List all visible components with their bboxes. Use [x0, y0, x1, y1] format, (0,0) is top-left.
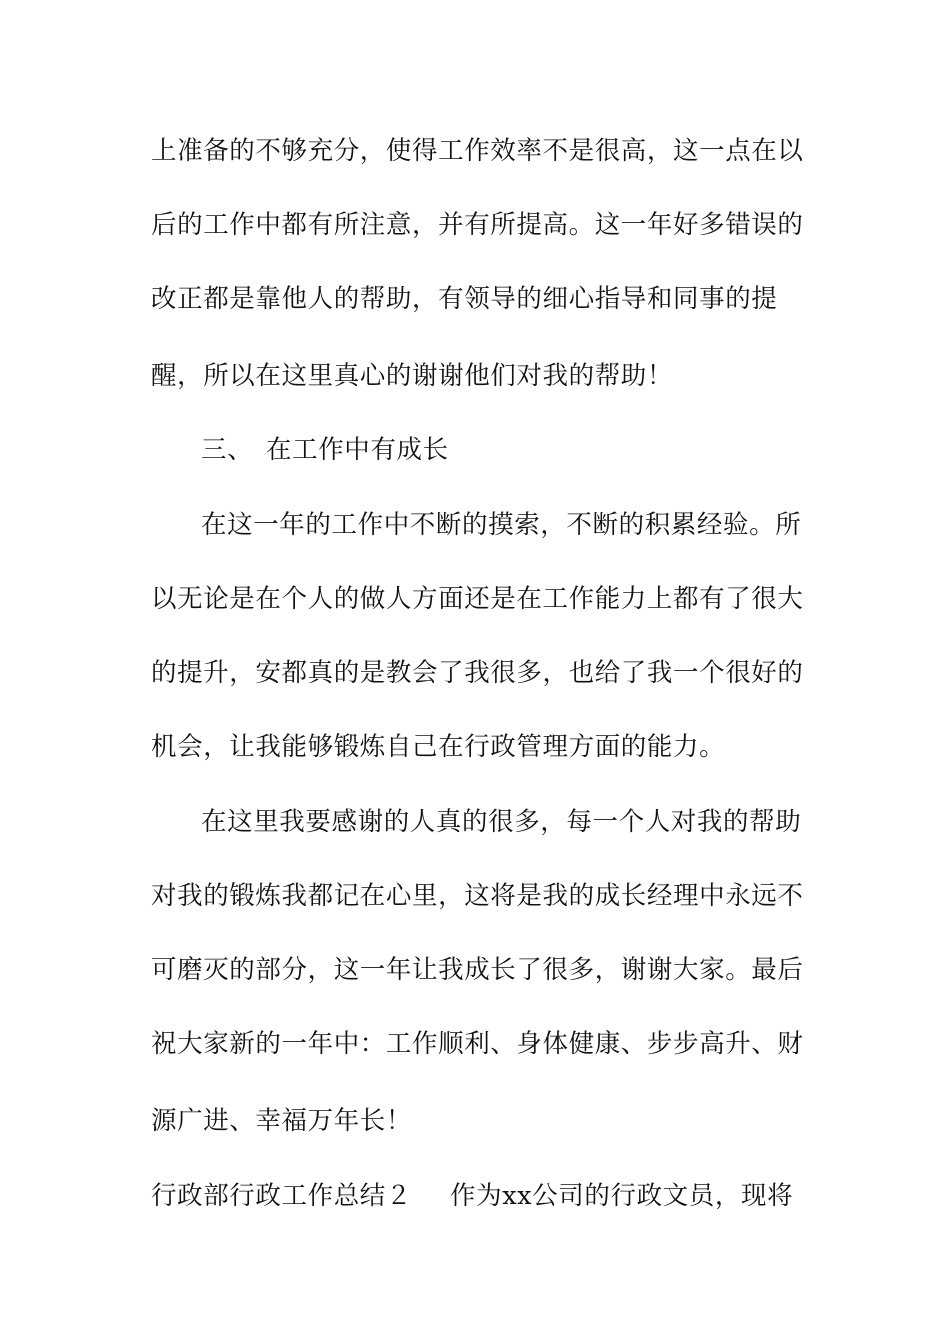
paragraph-line: 源广进、幸福万年长！	[151, 1106, 413, 1136]
article-first-line: 作为xx公司的行政文员，现将	[450, 1181, 794, 1211]
paragraph-line: 对我的锻炼我都记在心里，这将是我的成长经理中永远不	[151, 881, 804, 911]
paragraph-line: 祝大家新的一年中：工作顺利、身体健康、步步高升、财	[151, 1029, 804, 1059]
paragraph-line: 后的工作中都有所注意，并有所提高。这一年好多错误的	[151, 210, 804, 240]
paragraph-line: 上准备的不够充分，使得工作效率不是很高，这一点在以	[151, 136, 804, 166]
paragraph-line: 可磨灭的部分，这一年让我成长了很多，谢谢大家。最后	[151, 955, 804, 985]
paragraph-line: 改正都是靠他人的帮助，有领导的细心指导和同事的提	[151, 284, 778, 314]
paragraph-line: 在这里我要感谢的人真的很多，每一个人对我的帮助	[201, 807, 802, 837]
section-number: 三、	[201, 435, 254, 465]
paragraph-line: 醒，所以在这里真心的谢谢他们对我的帮助！	[151, 361, 674, 391]
section-heading	[0, 430, 950, 470]
section-title: 在工作中有成长	[266, 435, 449, 465]
article-title-row	[0, 1176, 950, 1216]
paragraph-line: 在这一年的工作中不断的摸索，不断的积累经验。所	[201, 510, 802, 540]
paragraph-line: 的提升，安都真的是教会了我很多，也给了我一个很好的	[151, 658, 804, 688]
article-title: 行政部行政工作总结２	[151, 1181, 413, 1211]
paragraph-line: 机会，让我能够锻炼自己在行政管理方面的能力。	[151, 732, 726, 762]
paragraph-line: 以无论是在个人的做人方面还是在工作能力上都有了很大	[151, 584, 804, 614]
